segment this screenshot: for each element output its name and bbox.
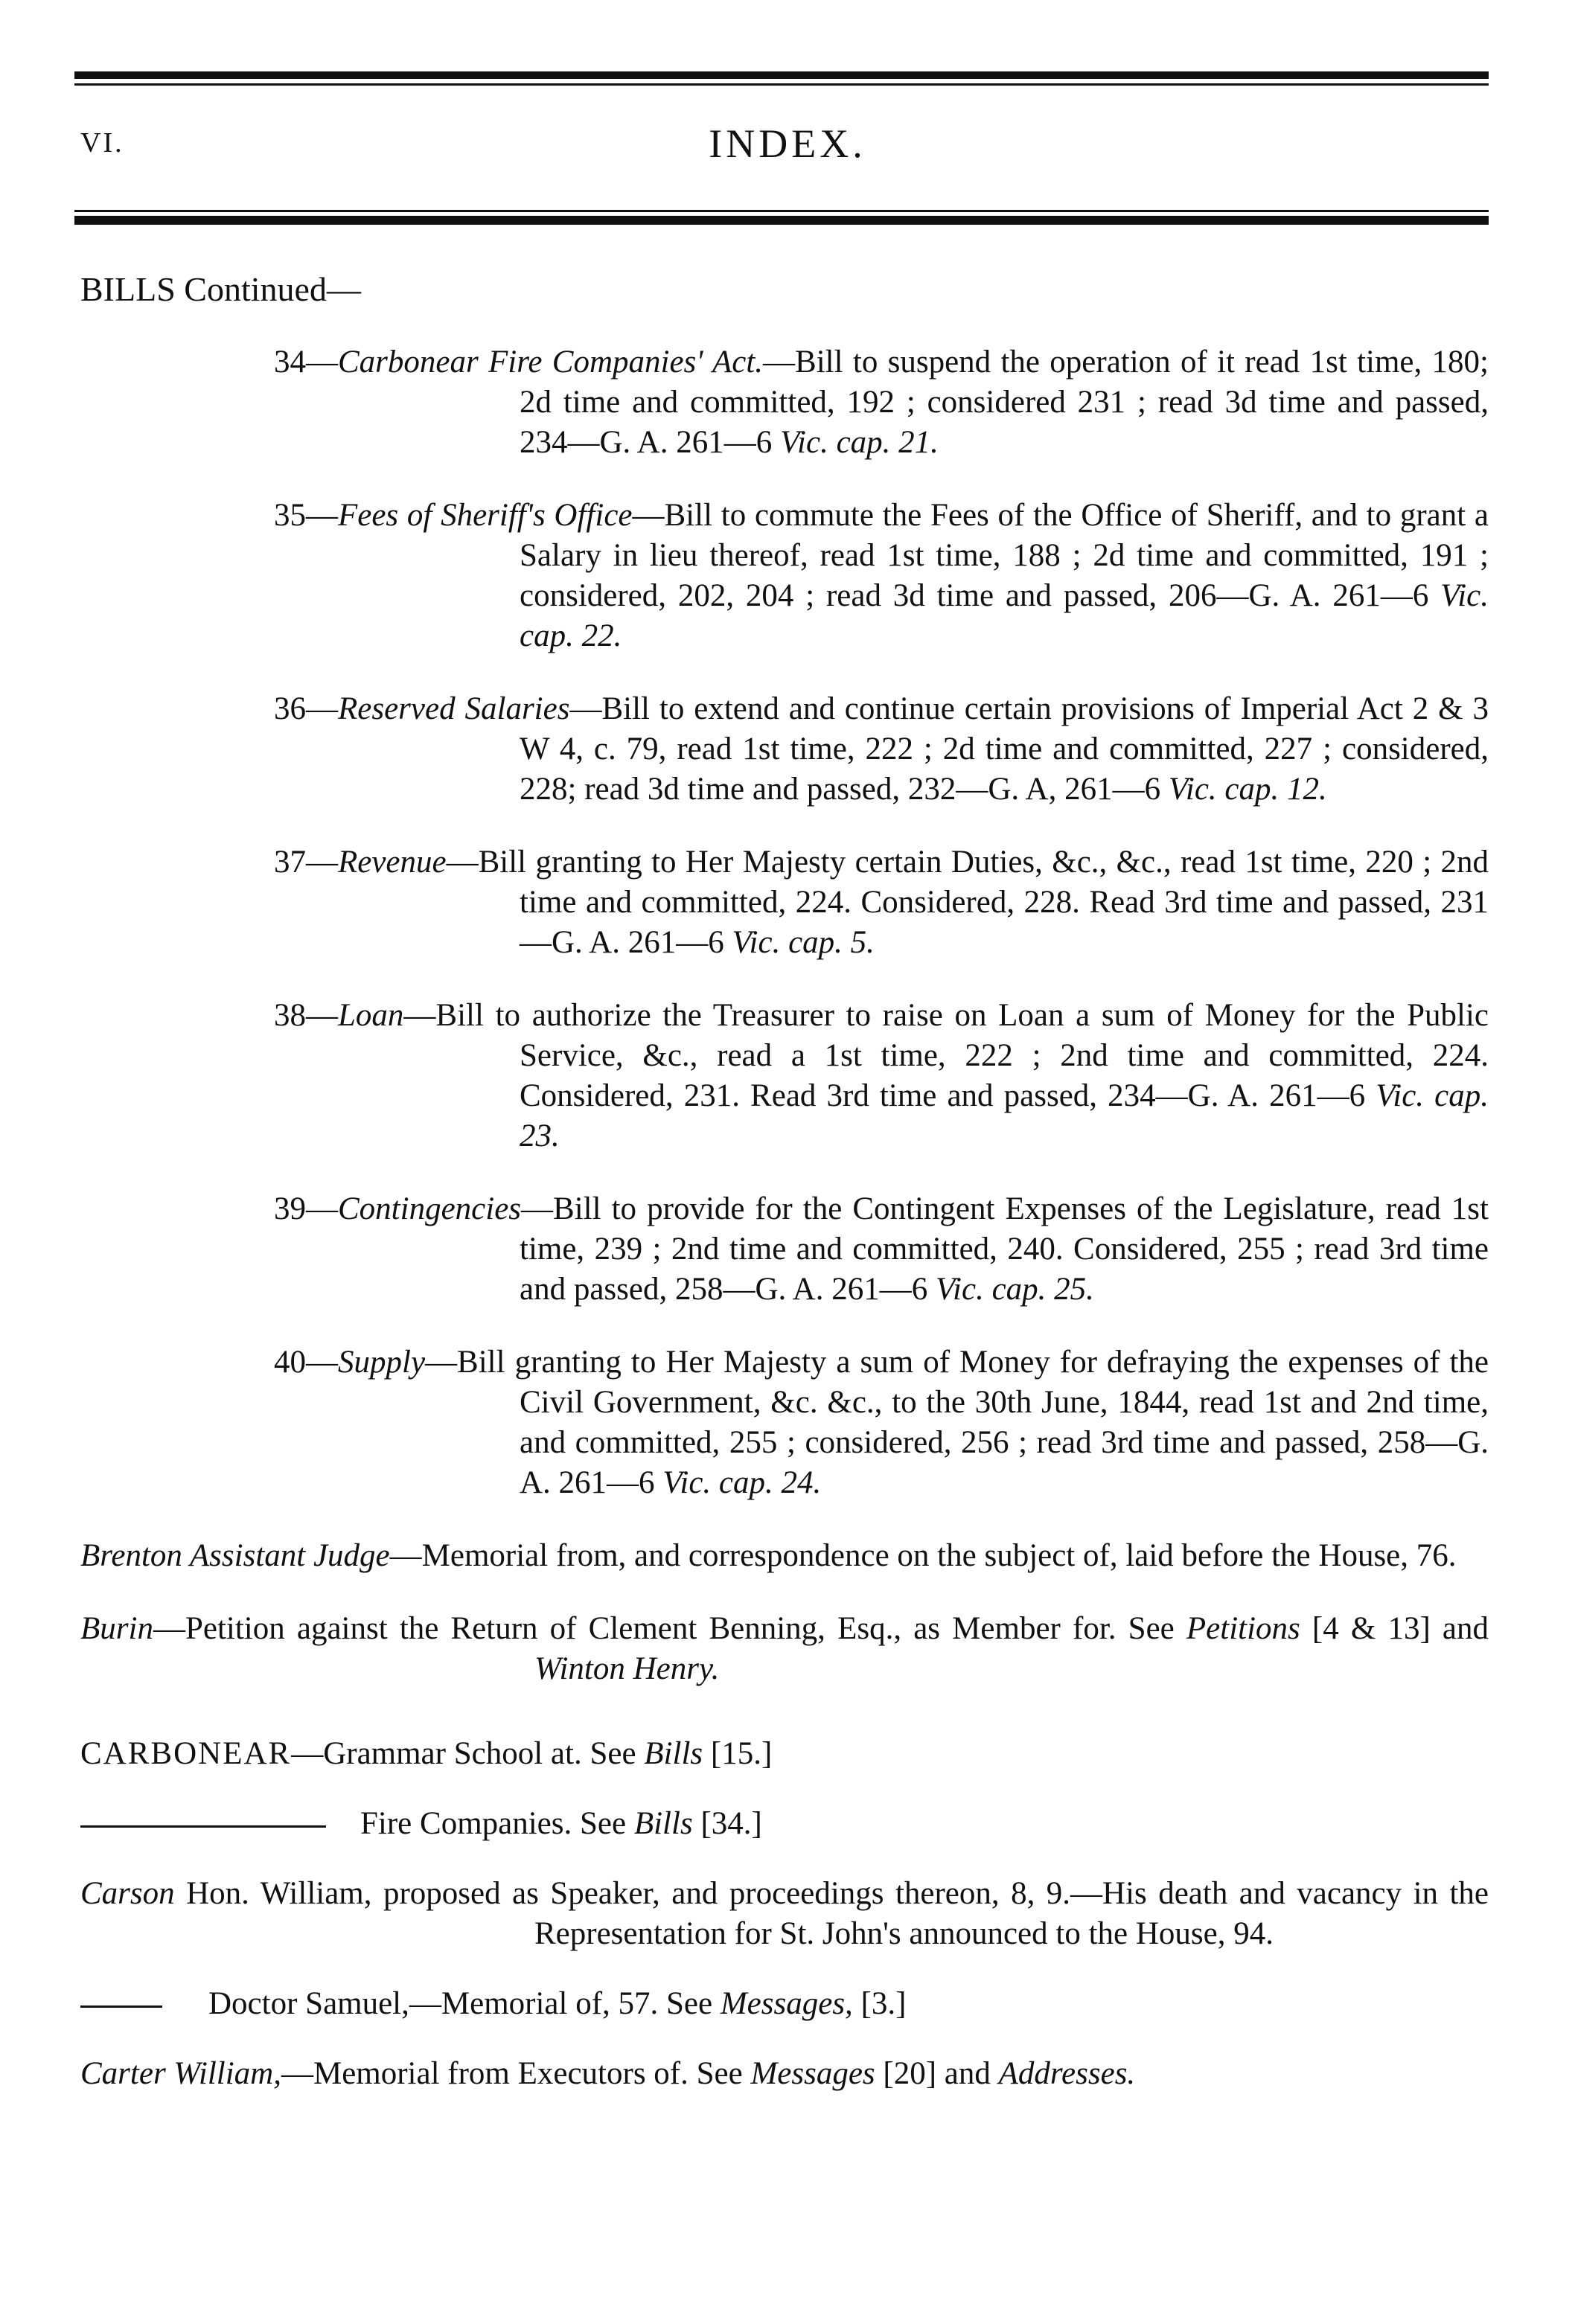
entry-carbonear-fire [80, 1804, 1489, 1844]
entry-ref: Messages [750, 2056, 875, 2091]
entry-mid: [4 & 13] and [1300, 1611, 1489, 1646]
bill-ref: Vic. cap. 24. [662, 1465, 822, 1500]
entry-carbonear [80, 1734, 1489, 1774]
entry-brenton [80, 1536, 1489, 1576]
entry-ref: Petitions [1186, 1611, 1300, 1646]
entry-ref: Messages, [720, 1986, 853, 2021]
bill-number: 35— [274, 498, 338, 533]
bill-entry-38 [80, 996, 1489, 1156]
bill-title: Loan [338, 998, 404, 1033]
entry-ref: Addresses. [998, 2056, 1136, 2091]
entry-ref: Winton Henry. [534, 1651, 720, 1686]
entry-text: Doctor Samuel,—Memorial of, 57. See [208, 1986, 721, 2021]
bill-entry-37 [80, 842, 1489, 963]
bill-title: Fees of Sheriff's Office [338, 498, 633, 533]
entry-num: [3.] [852, 1986, 907, 2021]
entry-title: Carson [80, 1876, 175, 1911]
bill-text: —Bill to provide for the Contingent Expenses of the Legislature, read 1st time, 239 ; 2nd time and committed, 240. Considered, 255 ; read 3rd time and passed, 258—G. A. 261—6 [520, 1191, 1489, 1307]
entry-mid: [20] and [875, 2056, 999, 2091]
ditto-dash [80, 1825, 326, 1828]
entry-ref: Bills [644, 1736, 703, 1771]
bill-title: Contingencies [338, 1191, 522, 1226]
bill-ref: Vic. cap. 23. [520, 1078, 1489, 1153]
entry-burin [80, 1609, 1489, 1689]
bill-entry-39 [80, 1189, 1489, 1310]
bill-ref: Vic. cap. 25. [935, 1272, 1094, 1307]
entry-num: [15.] [703, 1736, 773, 1771]
entry-ref: Bills [633, 1806, 693, 1841]
bill-text: —Bill to extend and continue certain provisions of Imperial Act 2 & 3 W 4, c. 79, read 1st time, 222 ; 2d time and committed, 227 ; considered, 228; read 3d time and passed, 232—G. A, 261—6 [520, 691, 1489, 807]
entry-text: Hon. William, proposed as Speaker, and proceedings thereon, 8, 9.—His death and vacancy in the Representation for St. John's announced to the House, 94. [174, 1876, 1489, 1951]
bill-text: —Bill granting to Her Majesty a sum of Money for defraying the expenses of the Civil Government, &c. &c., to the 30th June, 1844, read 1st and 2nd time, and committed, 255 ; considered, 256 ; read 3rd time and passed, 258—G. A. 261—6 [425, 1345, 1489, 1500]
bill-text: —Bill granting to Her Majesty certain Duties, &c., &c., read 1st time, 220 ; 2nd time and committed, 224. Considered, 228. Read 3rd time and passed, 231—G. A. 261—6 [446, 845, 1489, 960]
bill-ref: Vic. cap. 22. [520, 578, 1489, 653]
bill-ref: Vic. cap. 21. [779, 425, 939, 460]
entry-text: —Memorial from, and correspondence on the subject of, laid before the House, 76. [389, 1538, 1457, 1573]
bill-text: —Bill to suspend the operation of it read 1st time, 180; 2d time and committed, 192 ; considered 231 ; read 3d time and passed, 234—G. A. 261—6 [520, 345, 1489, 460]
bill-entry-40 [80, 1342, 1489, 1503]
entry-text: —Grammar School at. See [291, 1736, 645, 1771]
ditto-dash [80, 2006, 162, 2008]
bill-title: Reserved Salaries [338, 691, 570, 726]
entry-title: Carter William, [80, 2056, 281, 2091]
bill-title: Carbonear Fire Companies' Act. [338, 345, 764, 380]
bill-number: 39— [274, 1191, 338, 1226]
bill-text: —Bill to authorize the Treasurer to raise on Loan a sum of Money for the Public Service, &c., read a 1st time, 222 ; 2nd time and committed, 224. Considered, 231. Read 3rd time and passed, 234—G. A. 261—6 [403, 998, 1489, 1113]
entry-text: —Petition against the Return of Clement Benning, Esq., as Member for. See [153, 1611, 1186, 1646]
header-rule-thin [74, 210, 1489, 212]
index-entries [80, 320, 1489, 2094]
top-rule [74, 71, 1489, 79]
entry-carson [80, 1874, 1489, 1954]
page-title: INDEX. [709, 121, 866, 166]
section-heading: BILLS Continued— [80, 270, 361, 308]
entry-title: CARBONEAR [80, 1736, 292, 1771]
bill-number: 34— [274, 345, 338, 380]
entry-num: [34.] [692, 1806, 762, 1841]
bill-number: 38— [274, 998, 338, 1033]
bill-title: Revenue [338, 845, 447, 880]
header-rule [74, 216, 1489, 225]
entry-text: —Memorial from Executors of. See [281, 2056, 751, 2091]
top-rule-thin [74, 83, 1489, 86]
bill-number: 37— [274, 845, 338, 880]
entry-carson-doctor [80, 1984, 1489, 2024]
bill-entry-36 [80, 689, 1489, 810]
bill-title: Supply [338, 1345, 426, 1380]
bill-ref: Vic. cap. 5. [732, 925, 875, 960]
bill-entry-34 [80, 342, 1489, 463]
bill-number: 36— [274, 691, 338, 726]
bill-number: 40— [274, 1345, 338, 1380]
bill-ref: Vic. cap. 12. [1168, 772, 1327, 807]
entry-title: Burin [80, 1611, 153, 1646]
entry-carter [80, 2054, 1489, 2094]
entry-title: Brenton Assistant Judge [80, 1538, 390, 1573]
entry-text: Fire Companies. See [360, 1806, 634, 1841]
bill-text: —Bill to commute the Fees of the Office of Sheriff, and to grant a Salary in lieu thereof, read 1st time, 188 ; 2d time and committed, 191 ; considered, 202, 204 ; read 3d time and passed, 206—G. A. 261—6 [520, 498, 1489, 613]
bill-entry-35 [80, 496, 1489, 656]
page-folio: VI. [80, 127, 124, 159]
